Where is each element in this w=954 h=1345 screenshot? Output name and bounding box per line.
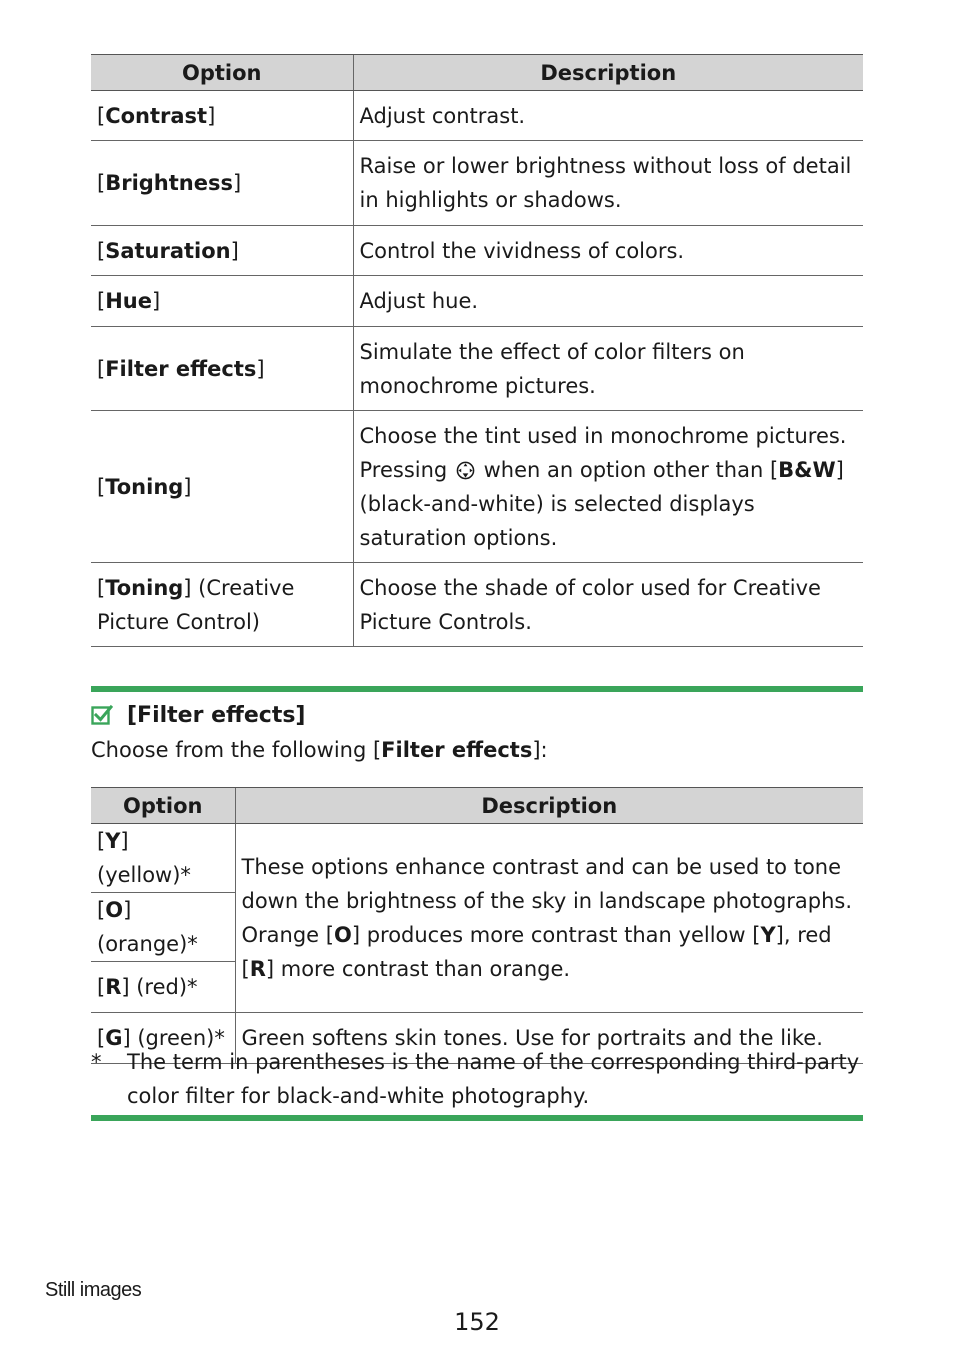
section-top-rule — [91, 686, 863, 692]
option-cell: [O] (orange)* — [91, 893, 235, 962]
option-cell: [R] (red)* — [91, 962, 235, 1013]
option-name: Hue — [105, 289, 152, 313]
description-cell: Choose the shade of color used for Creative Picture Controls. — [353, 563, 863, 647]
option-cell: [Y] (yellow)* — [91, 824, 235, 893]
table-row — [91, 141, 863, 226]
table-row — [91, 563, 863, 647]
footnote-text: The term in parentheses is the name of the corresponding third-party color filter for black-and-white photography. — [127, 1050, 860, 1108]
option-name: Contrast — [105, 103, 208, 128]
option-cell: [Hue] — [91, 276, 353, 327]
option-cell: [Contrast] — [91, 91, 353, 141]
column-header-description: Description — [235, 788, 863, 824]
option-cell: [Brightness] — [91, 141, 353, 226]
column-header-option: Option — [91, 788, 235, 824]
table-header-row — [91, 55, 863, 91]
description-cell: Adjust hue. — [353, 276, 863, 327]
section-bottom-rule — [91, 1115, 863, 1121]
section-title: [Filter effects] — [127, 702, 306, 728]
table-row — [91, 276, 863, 327]
option-name: Toning — [105, 474, 184, 499]
table-header-row — [91, 788, 863, 824]
option-name: Filter effects — [105, 356, 257, 381]
table-row — [91, 411, 863, 563]
option-cell: [G] (green)* — [91, 1013, 235, 1064]
description-cell: Adjust contrast. — [353, 91, 863, 141]
option-cell: [Filter effects] — [91, 327, 353, 411]
filter-effects-table — [91, 787, 863, 1064]
multi-selector-down-icon — [456, 461, 475, 480]
description-cell: Control the vividness of colors. — [353, 226, 863, 276]
table-row — [91, 327, 863, 411]
option-cell: [Toning] (Creative Picture Control) — [91, 563, 353, 647]
description-cell: These options enhance contrast and can be used to tone down the brightness of the sky in landscape photographs. Orange [O] produces more contrast than yellow [Y], red [R] more contrast than orange. — [235, 824, 863, 1013]
footnote-mark: * — [91, 1050, 102, 1074]
description-cell: Simulate the effect of color filters on monochrome pictures. — [353, 327, 863, 411]
section-intro: Choose from the following [Filter effects]: — [91, 738, 548, 762]
option-name: Saturation — [105, 238, 231, 263]
section-heading — [91, 698, 305, 732]
table-row — [91, 91, 863, 141]
option-name: Brightness — [105, 171, 233, 195]
column-header-option: Option — [91, 55, 353, 91]
chapter-label: Still images — [45, 1279, 142, 1301]
picture-control-options-table — [91, 54, 863, 647]
option-name: Toning — [105, 575, 184, 600]
description-cell: Green softens skin tones. Use for portraits and the like. — [235, 1013, 863, 1064]
option-cell: [Toning] — [91, 411, 353, 563]
option-cell: [Saturation] — [91, 226, 353, 276]
column-header-description: Description — [353, 55, 863, 91]
description-cell: Choose the tint used in monochrome pictures. Pressing when an option other than [B&W] (black-and-white) is selected displays saturation options. — [353, 411, 863, 563]
description-cell: Raise or lower brightness without loss of detail in highlights or shadows. — [353, 141, 863, 226]
table-row — [91, 226, 863, 276]
check-square-icon — [91, 704, 113, 726]
page-number: 152 — [454, 1308, 500, 1336]
table-row — [91, 824, 863, 893]
footnote — [91, 1045, 863, 1113]
